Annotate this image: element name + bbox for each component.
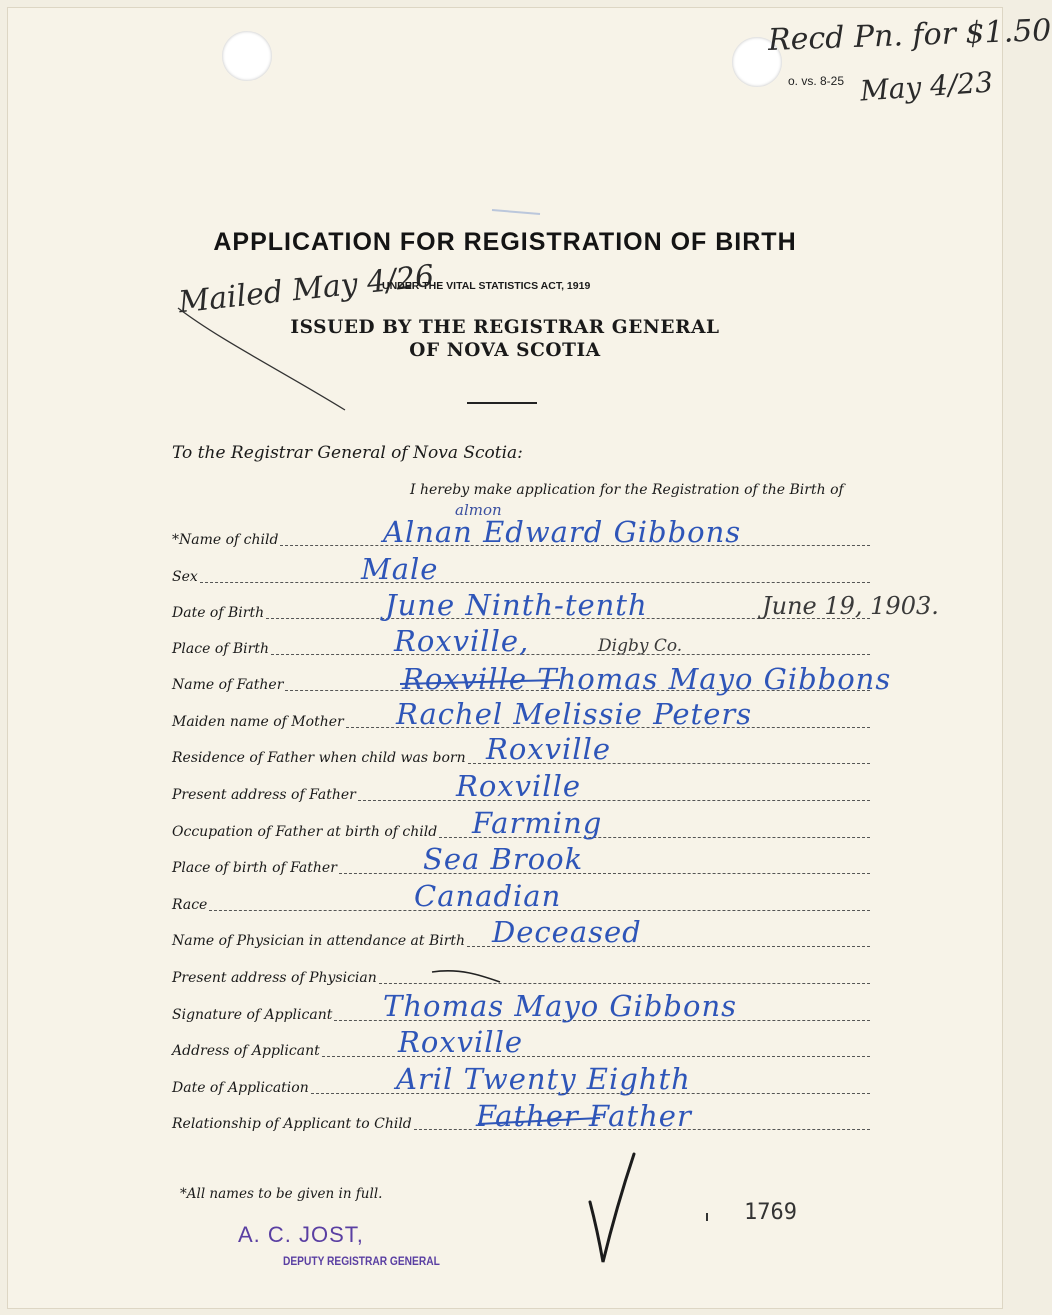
handwritten-receipt-date: May 4/23 [859,65,994,108]
field-value-date-of-birth: June Ninth-tenth [385,588,648,622]
field-note-child-name: almon [455,501,502,519]
field-value-applicant-address: Roxville [398,1025,524,1059]
field-label: Place of birth of Father [172,860,337,876]
field-value-application-date: Aril Twenty Eighth [396,1062,691,1096]
field-value-father-residence-at-birth: Roxville [486,732,612,766]
file-number: 1769 [744,1200,797,1225]
footnote: *All names to be given in full. [180,1186,383,1202]
issuer-line-2: OF NOVA SCOTIA [409,340,601,361]
field-value-place-of-birth: Roxville, [394,624,530,658]
field-value-father-name: Roxville Thomas Mayo Gibbons [402,662,892,696]
handwritten-receipt-note: Recd Pn. for $1.50 [767,13,1052,58]
field-value-mother-maiden-name: Rachel Melissie Peters [396,697,753,731]
field-label: Date of Application [172,1080,309,1096]
field-label: Name of Physician in attendance at Birth [172,933,466,949]
field-label: Maiden name of Mother [172,714,344,730]
field-value-father-occupation: Farming [472,806,603,840]
field-label: Occupation of Father at birth of child [172,824,438,840]
field-label: Race [172,897,208,913]
field-value-applicant-signature: Thomas Mayo Gibbons [383,989,738,1023]
check-mark-icon [590,1154,634,1262]
field-note-place-of-birth: Digby Co. [598,636,683,656]
field-label: Residence of Father when child was born [172,750,466,766]
field-value-race: Canadian [414,879,562,913]
field-value-child-name: Alnan Edward Gibbons [383,515,742,549]
strikethrough-relationship [478,1118,600,1124]
field-label: Date of Birth [172,605,265,621]
field-value-applicant-relationship: Father Father [476,1099,692,1133]
field-label: Place of Birth [172,641,269,657]
form-number: o. vs. 8-25 [788,74,845,88]
intro-statement: I hereby make application for the Registration of the Birth of [410,482,844,498]
field-value-physician-name: Deceased [492,915,642,949]
document-title: APPLICATION FOR REGISTRATION OF BIRTH [213,228,797,256]
field-label: Address of Applicant [172,1043,320,1059]
field-label: Name of Father [172,677,284,693]
field-label: *Name of child [172,532,279,548]
handwritten-mailed-note: Mailed May 4/26 [176,258,436,321]
field-value-father-present-address: Roxville [456,769,582,803]
field-label: Present address of Father [172,787,356,803]
strikethrough-father-name [400,680,560,684]
ink-smudge [492,210,540,214]
field-label: Signature of Applicant [172,1007,333,1023]
physician-address-dash [432,971,500,982]
field-label: Sex [172,569,198,585]
registrar-stamp-title: DEPUTY REGISTRAR GENERAL [283,1254,440,1268]
field-value-father-birthplace: Sea Brook [423,842,584,876]
mailed-pen-stroke [178,308,345,410]
field-value-sex: Male [361,552,439,586]
document-subtitle: UNDER THE VITAL STATISTICS ACT, 1919 [382,280,591,292]
field-label: Relationship of Applicant to Child [172,1116,412,1132]
salutation: To the Registrar General of Nova Scotia: [172,443,523,463]
registrar-stamp-name: A. C. JOST, [238,1222,364,1247]
field-label: Present address of Physician [172,970,377,986]
issuer-line-1: ISSUED BY THE REGISTRAR GENERAL [290,317,720,338]
field-note-date-of-birth: June 19, 1903. [762,592,939,620]
